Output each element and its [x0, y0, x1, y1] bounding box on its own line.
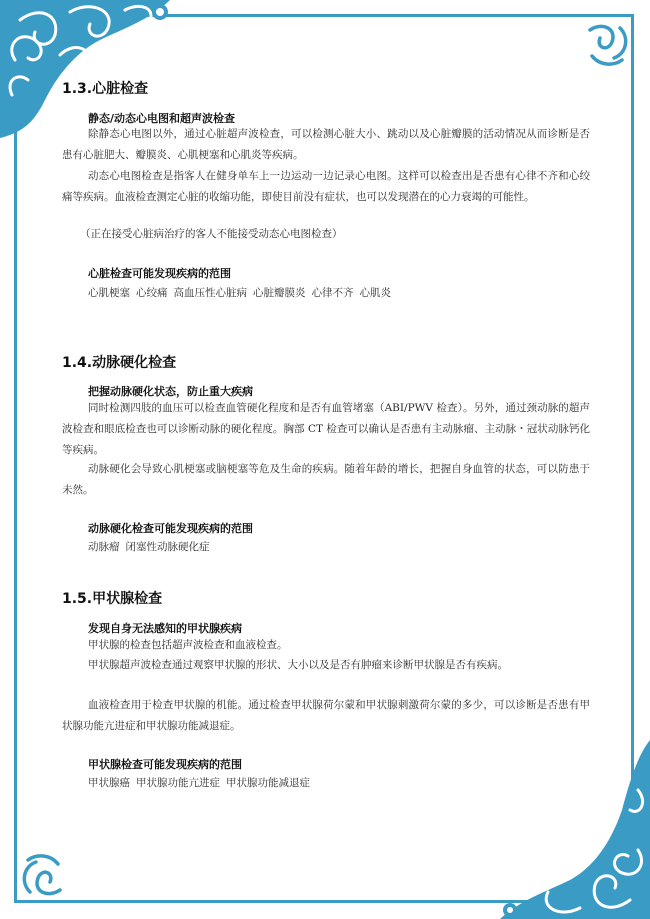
disease-item: 甲状腺癌 [88, 777, 130, 789]
disease-item: 闭塞性动脉硬化症 [125, 541, 210, 553]
section-heading: 1.5.甲状腺检查 [62, 591, 163, 607]
paragraph: 除静态心电图以外，通过心脏超声波检查，可以检测心脏大小、跳动以及心脏瓣膜的活动情况从而诊断是否患有心脏肥大、瓣膜炎、心肌梗塞和心肌炎等疾病。 [62, 128, 590, 161]
disease-range-title: 动脉硬化检查可能发现疾病的范围 [88, 522, 253, 535]
disease-range-title: 甲状腺检查可能发现疾病的范围 [88, 758, 242, 771]
disease-item: 心绞痛 [136, 287, 168, 299]
disease-range-title: 心脏检查可能发现疾病的范围 [88, 267, 231, 280]
disease-item: 高血压性心脏病 [173, 287, 247, 299]
paragraph: 血液检查用于检查甲状腺的机能。通过检查甲状腺荷尔蒙和甲状腺刺激荷尔蒙的多少，可以诊断是否患有甲状腺功能亢进症和甲状腺功能减退症。 [62, 699, 590, 732]
paragraph: 甲状腺的检查包括超声波检查和血液检查。 [88, 639, 288, 651]
paragraph: 甲状腺超声波检查通过观察甲状腺的形状、大小以及是否有肿瘤来诊断甲状腺是否有疾病。 [88, 659, 508, 671]
paragraph: 动脉硬化会导致心肌梗塞或脑梗塞等危及生命的疾病。随着年龄的增长，把握自身血管的状态，可以防患于未然。 [62, 463, 590, 496]
disease-item: 甲状腺功能减退症 [226, 777, 310, 789]
disease-list [88, 283, 397, 304]
paragraph: 动态心电图检查是指客人在健身单车上一边运动一边记录心电图。这样可以检查出是否患有心律不齐和心绞痛等疾病。血液检查测定心脏的收缩功能，即使目前没有症状，也可以发现潜在的心力衰竭的可能性。 [62, 170, 590, 203]
section-subtitle: 把握动脉硬化状态，防止重大疾病 [88, 385, 253, 398]
disease-list [88, 773, 316, 794]
disease-item: 甲状腺功能亢进症 [136, 777, 220, 789]
paragraph-note: （正在接受心脏病治疗的客人不能接受动态心电图检查） [80, 228, 343, 240]
section-heading: 1.3.心脏检查 [62, 81, 149, 97]
disease-list [88, 537, 216, 558]
disease-item: 动脉瘤 [88, 541, 120, 553]
section-subtitle: 静态/动态心电图和超声波检查 [88, 112, 236, 125]
disease-item: 心肌炎 [359, 287, 391, 299]
disease-item: 心律不齐 [311, 287, 354, 299]
section-heading: 1.4.动脉硬化检查 [62, 355, 177, 371]
disease-item: 心脏瓣膜炎 [253, 287, 306, 299]
paragraph: 同时检测四肢的血压可以检查血管硬化程度和是否有血管堵塞（ABI/PWV 检查）。另外，通过颈动脉的超声波检查和眼底检查也可以诊断动脉的硬化程度。胸部 CT 检查可以确认是否患有主动脉瘤、主动脉・冠状动脉钙化等疾病。 [62, 402, 590, 456]
section-subtitle: 发现自身无法感知的甲状腺疾病 [88, 622, 242, 635]
disease-item: 心肌梗塞 [88, 287, 130, 299]
